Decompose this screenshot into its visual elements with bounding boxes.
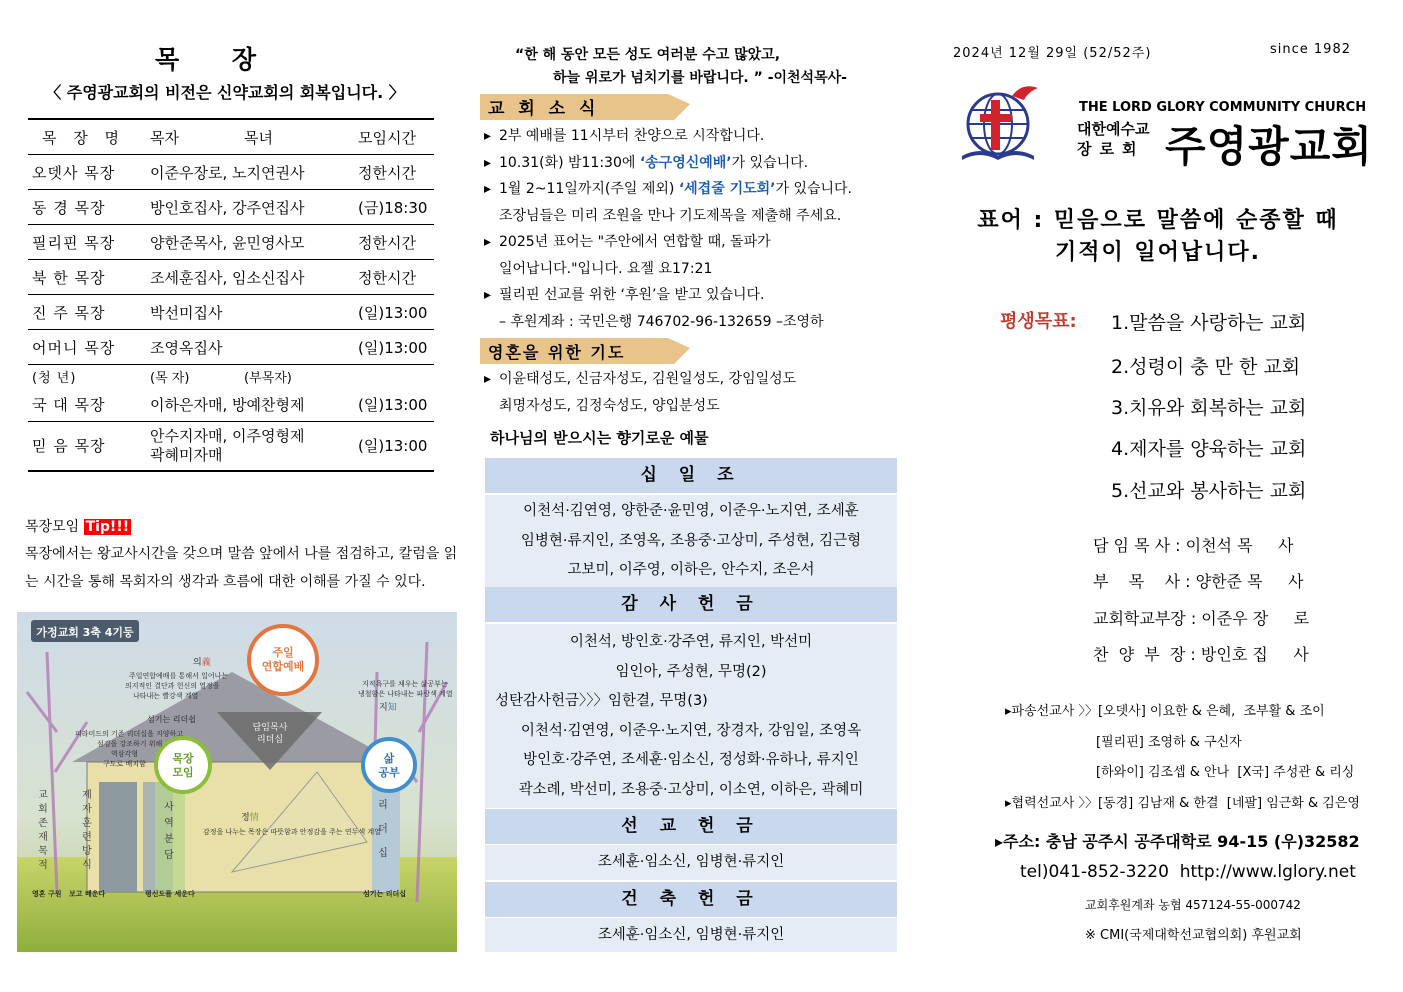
row-leader: 조영옥집사 xyxy=(146,330,354,365)
news-text: 조장님들은 미리 조원을 만나 기도제목을 제출해 주세요. xyxy=(499,207,842,224)
staff-associate-pastor: 부 목 사 : 양한준 목 사 xyxy=(1093,572,1304,591)
label-pyramid-2: 섬김을 강조하기 위해 xyxy=(97,740,163,748)
col-time: 모임시간 xyxy=(354,119,434,155)
news-text: 일어납니다."입니다. 요젤 요17:21 xyxy=(499,260,713,277)
youth-col-name: (청 년) xyxy=(32,370,77,386)
vision-statement: 〈 주영광교회의 비전은 신약교회의 회복입니다. 〉 xyxy=(45,83,405,102)
label-jeong-desc: 감정을 나누는 목장은 따뜻함과 안정감을 주는 연두색 계열 xyxy=(203,828,381,836)
bottom-label-2: 보고 배운다 xyxy=(69,890,106,898)
table-row xyxy=(28,422,434,472)
table-row xyxy=(28,155,434,190)
youth-col-leader: (목 자) xyxy=(150,370,190,386)
goal-item: 5.선교와 봉사하는 교회 xyxy=(1111,480,1307,502)
pastor-quote-line1: “한 해 동안 모든 성도 여러분 수고 많았고, xyxy=(515,47,781,63)
triangle-label-2: 리더십 xyxy=(256,735,284,745)
diagram-header: 가정교회 3축 4기둥 xyxy=(36,626,134,639)
offering-title: 하나님의 받으시는 향기로운 예물 xyxy=(490,429,709,447)
row-time: 정한시간 xyxy=(354,225,434,260)
circle-worship-l1: 주일 xyxy=(272,646,294,659)
row-leader: 이하은자매, 방예찬형제 xyxy=(146,387,354,422)
news-item xyxy=(484,229,889,282)
row-leader xyxy=(146,422,354,472)
label-ui-desc-3: 나타내는 빨강색 계열 xyxy=(133,692,199,700)
youth-col-sub: (부목자) xyxy=(244,370,292,386)
mokjang-title: 목 장 xyxy=(154,45,278,74)
missionary-line2: [필리핀] 조영하 & 구신자 xyxy=(1096,735,1242,750)
label-ui-desc-1: 주일연합예배를 통해서 일어나는 xyxy=(129,672,229,680)
church-contact: tel)041-852-3220 http://www.lglory.net xyxy=(1020,862,1356,882)
row-time: 정한시간 xyxy=(354,155,434,190)
table-row xyxy=(28,190,434,225)
pillar-4-bar xyxy=(372,782,400,892)
row-time: (일)13:00 xyxy=(354,422,434,472)
staff-school-head: 교회학교부장 : 이준우 장 로 xyxy=(1093,609,1310,628)
triangle-label-1: 담임목사 xyxy=(252,723,288,733)
circle-study xyxy=(363,739,415,791)
news-list xyxy=(484,123,889,335)
prayer-text: 이윤태성도, 신금자성도, 김원일성도, 강임일성도 xyxy=(499,371,797,387)
pillar-label-2: 제 자 훈 련 방 식 xyxy=(82,790,92,871)
church-address: ▸주소: 충남 공주시 공주대학로 94-15 (우)32582 xyxy=(995,832,1360,851)
tip-text: 목장에서는 왕교사시간을 갖으며 말씀 앞에서 나를 점검하고, 칼럼을 읽는 시간을 통해 목회자의 생각과 흐름에 대한 이해를 가질 수 있다. xyxy=(25,546,458,590)
church-logo xyxy=(958,78,1043,168)
row-leader: 박선미집사 xyxy=(146,295,354,330)
prayer-text: 최명자성도, 김정숙성도, 양입분성도 xyxy=(499,398,720,414)
pillar-label-3: 사 역 분 담 xyxy=(164,802,174,861)
tip-heading xyxy=(25,516,131,536)
circle-cell xyxy=(156,738,210,792)
pastor-quote-line2: 하늘 위로가 넘치기를 바랍니다. ” -이천석목사- xyxy=(553,70,847,86)
missionary-line3: [하와이] 김조셉 & 안나 [X국] 주성관 & 리싱 xyxy=(1096,765,1355,780)
label-ji-desc-1: 지적욕구를 채우는 삶공부는 xyxy=(362,680,448,688)
news-item: ▸ 2부 예배를 11시부터 찬양으로 시작합니다. xyxy=(484,123,889,150)
news-highlight: ‘송구영신예배’ xyxy=(639,154,732,171)
bulletin-date: 2024년 12월 29일 (52/52주) xyxy=(953,46,1152,61)
pillar-label-4: 리 더 십 xyxy=(378,800,388,859)
thanks-line: 곽소례, 박선미, 조용중·고상미, 이소연, 이하은, 곽혜미 xyxy=(518,781,864,798)
circle-study-l1: 삶 xyxy=(383,752,395,765)
motto-line2: 기적이 일어납니다. xyxy=(1054,240,1262,265)
news-item xyxy=(484,282,889,335)
row-name: 북 한 목장 xyxy=(28,260,146,295)
mission-offering: 조세훈·임소신, 임병현·류지인 xyxy=(485,845,897,880)
denomination-line2: 장로회 xyxy=(1077,140,1145,158)
since-year: since 1982 xyxy=(1270,42,1351,57)
row-leader-line1: 안수지자매, 이주영형제 xyxy=(150,427,305,445)
bottom-label-4: 섬기는 리더십 xyxy=(363,890,407,898)
tithe-line: 이천석·김연영, 양한준·윤민영, 이준우·노지연, 조세훈 xyxy=(523,503,859,519)
row-time: (일)13:00 xyxy=(354,330,434,365)
goal-item: 3.치유와 회복하는 교회 xyxy=(1111,397,1307,419)
bottom-label-1: 영혼 구원 xyxy=(32,890,62,898)
row-name: 진 주 목장 xyxy=(28,295,146,330)
news-item xyxy=(484,150,889,177)
row-leader: 조세훈집사, 임소신집사 xyxy=(146,260,354,295)
label-ji: 지知 xyxy=(379,703,397,713)
goal-item: 2.성령이 충 만 한 교회 xyxy=(1111,356,1301,378)
thanks-line: 이천석·김연영, 이준우·노지연, 장경자, 강임일, 조영옥 xyxy=(520,722,862,739)
news-title: 교 회 소 식 xyxy=(488,99,600,119)
prayer-item xyxy=(484,366,889,420)
row-time: (일)13:00 xyxy=(354,387,434,422)
building-offering-heading: 건 축 헌 금 xyxy=(485,882,897,917)
row-name: 필리핀 목장 xyxy=(28,225,146,260)
tip-badge: Tip!!! xyxy=(85,519,130,535)
pillar-1-bar xyxy=(99,782,137,892)
label-jeong: 정情 xyxy=(241,813,259,823)
row-time: 정한시간 xyxy=(354,260,434,295)
row-leader: 양한준목사, 윤민영사모 xyxy=(146,225,354,260)
table-row xyxy=(28,387,434,422)
table-row xyxy=(28,225,434,260)
xmas-offering: 성탄감사헌금〉〉〉임한결, 무명(3) xyxy=(495,693,708,709)
tithe-line: 고보미, 이주영, 이하은, 안수지, 조은서 xyxy=(567,562,815,578)
mission-offering-heading: 선 교 헌 금 xyxy=(485,809,897,844)
cmi-note: ※ CMI(국제대학선교협의회) 후원교회 xyxy=(1085,928,1302,943)
pillar-label-1: 교 회 존 재 목 적 xyxy=(38,790,48,871)
staff-worship-head: 찬 양 부 장 : 방인호 집 사 xyxy=(1093,645,1309,664)
col-leader: 목자 xyxy=(146,119,240,155)
building-offering: 조세훈·임소신, 임병현·류지인 xyxy=(485,918,897,952)
thanks-line: 임인아, 주성현, 무명(2) xyxy=(615,663,767,680)
goal-item: 1.말씀을 사랑하는 교회 xyxy=(1111,312,1307,334)
tip-label: 목장모임 xyxy=(25,519,80,535)
prayer-list xyxy=(484,366,889,420)
thanks-list xyxy=(485,624,897,808)
motto-line1: 표어 : 믿음으로 말씀에 순종할 때 xyxy=(977,208,1339,233)
tithe-line: 임병현·류지인, 조영옥, 조용중·고상미, 주성현, 김근형 xyxy=(520,532,862,549)
news-text: 가 있습니다. xyxy=(731,154,809,171)
news-text: 2025년 표어는 "주안에서 연합할 때, 돌파가 xyxy=(499,234,771,250)
lifetime-goal-label: 평생목표: xyxy=(1000,311,1077,332)
house-church-diagram xyxy=(17,612,457,952)
news-banner xyxy=(478,90,696,122)
row-leader-line2: 곽혜미자매 xyxy=(150,446,223,464)
row-leader: 이준우장로, 노지연권사 xyxy=(146,155,354,190)
denomination-line1: 대한예수교 xyxy=(1077,120,1150,138)
row-leader: 방인호집사, 강주연집사 xyxy=(146,190,354,225)
label-ui-desc-2: 의지적인 결단과 헌신의 열정을 xyxy=(125,682,220,690)
col-wife: 목녀 xyxy=(240,119,354,155)
goal-item: 4.제자를 양육하는 교회 xyxy=(1111,438,1307,460)
news-text: – 후원계좌 : 국민은행 746702-96-132659 –조영하 xyxy=(499,313,824,330)
label-pyramid-4: 구도로 배치함 xyxy=(103,760,146,768)
bottom-label-3: 평신도를 세운다 xyxy=(145,890,195,898)
church-name-korean: 주영광교회 xyxy=(1165,122,1373,171)
thanks-heading: 감 사 헌 금 xyxy=(485,587,897,622)
news-item xyxy=(484,176,889,229)
news-text: 10.31(화) 밤11:30에 xyxy=(499,154,640,171)
row-name: 믿 음 목장 xyxy=(28,422,146,472)
missionary-line4: ▸협력선교사 〉〉[동경] 김남재 & 한결 [네팔] 임근화 & 김은영 xyxy=(1005,796,1360,811)
news-text: 필리핀 선교를 위한 ‘후원’을 받고 있습니다. xyxy=(499,287,765,303)
circle-worship-l2: 연합예배 xyxy=(261,660,305,673)
col-name: 목 장 명 xyxy=(28,119,146,155)
church-account: 교회후원계좌 농협 457124-55-000742 xyxy=(1085,898,1301,912)
tithe-heading: 십 일 조 xyxy=(485,458,897,493)
news-text: 1월 2~11일까지(주일 제외) xyxy=(499,181,679,197)
thanks-line: 이천석, 방인호·강주연, 류지인, 박선미 xyxy=(569,634,813,650)
missionary-line1: ▸파송선교사 〉〉[오뎃사] 이요한 & 은혜, 조부활 & 조이 xyxy=(1005,704,1325,719)
circle-study-l2: 공부 xyxy=(378,766,400,779)
label-pyramid-1: 피라미드의 기존 리더십을 지양하고 xyxy=(75,730,184,738)
table-row xyxy=(28,295,434,330)
row-name: 어머니 목장 xyxy=(28,330,146,365)
news-text: 가 있습니다. xyxy=(775,181,853,197)
table-row xyxy=(28,330,434,365)
label-servant: 섬기는 리더쉽 xyxy=(147,715,196,724)
label-pyramid-3: 역삼각형 xyxy=(111,750,139,758)
label-ji-desc-2: 냉철함은 나타내는 파랑색 계열 xyxy=(358,690,453,698)
church-name-english: THE LORD GLORY COMMUNITY CHURCH xyxy=(1079,100,1367,115)
tithe-list xyxy=(485,495,897,587)
mokjang-table xyxy=(28,118,434,472)
row-name: 동 경 목장 xyxy=(28,190,146,225)
staff-senior-pastor: 담 임 목 사 : 이천석 목 사 xyxy=(1093,536,1294,555)
row-time: (일)13:00 xyxy=(354,295,434,330)
circle-cell-l2: 모임 xyxy=(172,766,194,779)
prayer-banner xyxy=(478,334,696,366)
row-time: (금)18:30 xyxy=(354,190,434,225)
row-name: 국 대 목장 xyxy=(28,387,146,422)
youth-header-row xyxy=(28,365,434,388)
table-row xyxy=(28,260,434,295)
prayer-title: 영혼을 위한 기도 xyxy=(488,343,626,362)
table-header-row xyxy=(28,119,434,155)
thanks-line: 방인호·강주연, 조세훈·임소신, 정성화·유하나, 류지인 xyxy=(523,752,859,768)
circle-cell-l1: 목장 xyxy=(172,752,194,765)
news-highlight: ‘세겹줄 기도회’ xyxy=(678,181,776,197)
label-ui: 의義 xyxy=(193,658,211,668)
row-name: 오뎃사 목장 xyxy=(28,155,146,190)
